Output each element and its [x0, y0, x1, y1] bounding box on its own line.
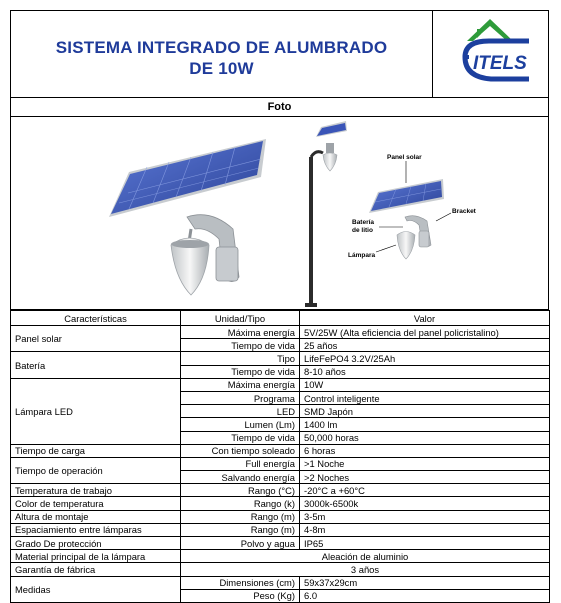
- document-title: [11, 37, 432, 79]
- group-cell: Grado De protección: [11, 537, 181, 550]
- value-cell: >2 Noches: [300, 471, 550, 484]
- document-header: [10, 10, 549, 98]
- unit-cell: Rango (°C): [181, 484, 300, 497]
- table-row: [11, 563, 550, 576]
- group-cell: Tiempo de operación: [11, 457, 181, 483]
- unit-cell: Tiempo de vida: [181, 339, 300, 352]
- unit-cell: Rango (k): [181, 497, 300, 510]
- table-row: [11, 444, 550, 457]
- table-row: [11, 510, 550, 523]
- unit-cell: Salvando energía: [181, 471, 300, 484]
- photo-area: [11, 117, 548, 310]
- table-row: [11, 457, 550, 470]
- callout-battery-1: Batería: [352, 219, 375, 226]
- unit-cell: LED: [181, 405, 300, 418]
- callout-panel: Panel solar: [387, 154, 422, 161]
- unit-cell: Dimensiones (cm): [181, 576, 300, 589]
- callout-lamp: Lámpara: [348, 252, 376, 259]
- value-cell: 3 años: [181, 563, 550, 576]
- value-cell: IP65: [300, 537, 550, 550]
- table-row: [11, 378, 550, 391]
- product-illustration: [11, 117, 548, 310]
- value-cell: 3-5m: [300, 510, 550, 523]
- unit-cell: Tipo: [181, 352, 300, 365]
- callout-battery-2: de litio: [352, 227, 373, 234]
- table-row: [11, 550, 550, 563]
- table-row: [11, 497, 550, 510]
- unit-cell: Máxima energía: [181, 378, 300, 391]
- value-cell: 6 horas: [300, 444, 550, 457]
- unit-cell: Rango (m): [181, 523, 300, 536]
- group-cell: Color de temperatura: [11, 497, 181, 510]
- table-row: [11, 352, 550, 365]
- value-cell: 6.0: [300, 589, 550, 602]
- unit-cell: Tiempo de vida: [181, 365, 300, 378]
- title-line-2: DE 10W: [189, 59, 254, 78]
- value-cell: >1 Noche: [300, 457, 550, 470]
- specifications-table: [10, 310, 550, 603]
- unit-cell: Polvo y agua: [181, 537, 300, 550]
- unit-cell: Peso (Kg): [181, 589, 300, 602]
- unit-cell: Rango (m): [181, 510, 300, 523]
- group-cell: Lámpara LED: [11, 378, 181, 444]
- unit-cell: Programa: [181, 391, 300, 404]
- value-cell: 8-10 años: [300, 365, 550, 378]
- group-cell: Espaciamiento entre lámparas: [11, 523, 181, 536]
- unit-cell: Tiempo de vida: [181, 431, 300, 444]
- unit-cell: Lumen (Lm): [181, 418, 300, 431]
- callout-bracket: Bracket: [452, 208, 476, 215]
- value-cell: 25 años: [300, 339, 550, 352]
- company-logo: [433, 11, 548, 97]
- value-cell: Control inteligente: [300, 391, 550, 404]
- logo-text: ITELS: [473, 53, 527, 74]
- table-row: [11, 484, 550, 497]
- group-cell: Material principal de la lámpara: [11, 550, 181, 563]
- photo-label: Foto: [11, 98, 548, 117]
- value-cell: 3000k-6500k: [300, 497, 550, 510]
- group-cell: Tiempo de carga: [11, 444, 181, 457]
- title-cell: [11, 11, 433, 97]
- table-header-row: [11, 311, 550, 326]
- title-line-1: SISTEMA INTEGRADO DE ALUMBRADO: [55, 38, 388, 57]
- photo-section: [10, 98, 549, 310]
- solar-lamp-large-icon: [109, 139, 266, 295]
- value-cell: 50,000 horas: [300, 431, 550, 444]
- table-row: [11, 523, 550, 536]
- value-cell: LifeFePO4 3.2V/25Ah: [300, 352, 550, 365]
- value-cell: 59x37x29cm: [300, 576, 550, 589]
- component-diagram: [348, 154, 477, 259]
- group-cell: Panel solar: [11, 326, 181, 352]
- column-header: Valor: [300, 311, 550, 326]
- unit-cell: Máxima energía: [181, 326, 300, 339]
- group-cell: Medidas: [11, 576, 181, 602]
- group-cell: Altura de montaje: [11, 510, 181, 523]
- unit-cell: Con tiempo soleado: [181, 444, 300, 457]
- table-row: [11, 326, 550, 339]
- value-cell: -20°C a +60°C: [300, 484, 550, 497]
- table-row: [11, 537, 550, 550]
- group-cell: Garantía de fábrica: [11, 563, 181, 576]
- value-cell: SMD Japón: [300, 405, 550, 418]
- value-cell: 1400 lm: [300, 418, 550, 431]
- value-cell: 10W: [300, 378, 550, 391]
- column-header: Características: [11, 311, 181, 326]
- lamp-pole-icon: [305, 121, 347, 307]
- value-cell: 5V/25W (Alta eficiencia del panel policristalino): [300, 326, 550, 339]
- group-cell: Temperatura de trabajo: [11, 484, 181, 497]
- table-row: [11, 576, 550, 589]
- group-cell: Batería: [11, 352, 181, 378]
- unit-cell: Full energía: [181, 457, 300, 470]
- value-cell: Aleación de aluminio: [181, 550, 550, 563]
- column-header: Unidad/Tipo: [181, 311, 300, 326]
- itels-logo-icon: [433, 11, 548, 97]
- value-cell: 4-8m: [300, 523, 550, 536]
